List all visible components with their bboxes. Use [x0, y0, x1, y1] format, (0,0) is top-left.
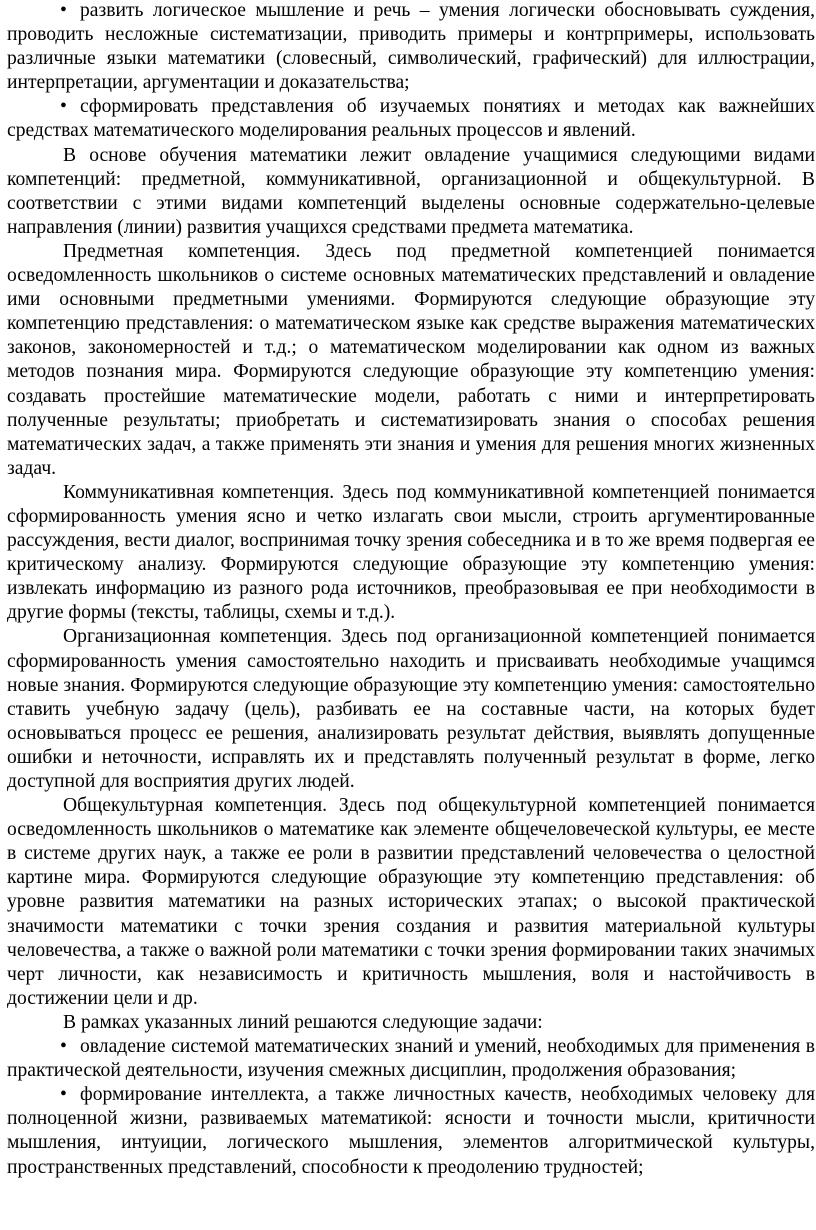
bullet-item-logical-thinking: [7, 0, 815, 95]
paragraph-cultural-competence: Общекультурная компетенция. Здесь под общекультурной компетенцией понимается осведомленность школьников о математике как элементе общечеловеческой культуры, ее месте в системе других наук, а также ее роли в развитии представлений человечества о целостной картине мира. Формируются следующие образующие эту компетенцию представления: об уровне развития математики на разных исторических этапах; о высокой практической значимости математики с точки зрения создания и развития материальной культуры человечества, а также о важной роли математики с точки зрения формировании таких значимых черт личности, как независимость и критичность мышления, воля и настойчивость в достижении цели и др.: [7, 795, 815, 1009]
bullet-item-representations: [7, 95, 815, 143]
bullet-marker: •: [60, 0, 67, 21]
bullet-text: формирование интеллекта, а также личностных качеств, необходимых человеку для полноценной жизни, развиваемых математикой: ясности и точности мысли, критичности мышления, интуиции, логического мышления, элементов алгоритмической культуры, пространственных представлений, способности к преодолению трудностей;: [7, 1084, 815, 1178]
document-body: [7, 0, 815, 1180]
bullet-marker: •: [60, 1084, 67, 1106]
bullet-text: овладение системой математических знаний и умений, необходимых для применения в практической деятельности, изучения смежных дисциплин, продолжения образования;: [7, 1036, 815, 1082]
bullet-item-knowledge-system: [7, 1035, 815, 1083]
paragraph-subject-competence: Предметная компетенция. Здесь под предметной компетенцией понимается осведомленность школьников о системе основных математических представлений и овладение ими основными предметными умениями. Формируются следующие образующие эту компетенцию представления: о математическом языке как средстве выражения математических законов, закономерностей и т.д.; о математическом моделировании как одном из важных методов познания мира. Формируются следующие образующие эту компетенцию умения: создавать простейшие математические модели, работать с ними и интерпретировать полученные результаты; приобретать и систематизировать знания о способах решения математических задач, а также применять эти знания и умения для решения многих жизненных задач.: [7, 240, 815, 479]
bullet-marker: •: [60, 1036, 67, 1058]
bullet-item-intellect: [7, 1083, 815, 1179]
paragraph-competencies-intro: В основе обучения математики лежит овладение учащимися следующими видами компетенций: предметной, коммуникативной, организационной и общекультурной. В соответствии с этими видами компетенций выделены основные содержательно-целевые направления (линии) развития учащихся средствами предмета математика.: [7, 144, 815, 238]
paragraph-tasks-intro: В рамках указанных линий решаются следующие задачи:: [63, 1011, 543, 1033]
paragraph-communicative-competence: Коммуникативная компетенция. Здесь под коммуникативной компетенцией понимается сформированность умения ясно и четко излагать свои мысли, строить аргументированные рассуждения, вести диалог, воспринимая точку зрения собеседника и в то же время подвергая ее критическому анализу. Формируются следующие образующие эту компетенцию умения: извлекать информацию из разного рода источников, преобразовывая ее при необходимости в другие формы (тексты, таблицы, схемы и т.д.).: [7, 481, 815, 624]
bullet-marker: •: [60, 96, 67, 118]
bullet-text: развить логическое мышление и речь – умения логически обосновывать суждения, проводить несложные систематизации, приводить примеры и контрпримеры, использовать различные языки математики (словесный, символический, графический) для иллюстрации, интерпретации, аргументации и доказательства;: [7, 0, 815, 94]
paragraph-organizational-competence: Организационная компетенция. Здесь под организационной компетенцией понимается сформированность умения самостоятельно находить и присваивать необходимые учащимся новые знания. Формируются следующие образующие эту компетенцию умения: самостоятельно ставить учебную задачу (цель), разбивать ее на составные части, на которых будет основываться процесс ее решения, анализировать результат действия, выявлять допущенные ошибки и неточности, исправлять их и представлять полученный результат в форме, легко доступной для восприятия других людей.: [7, 626, 815, 792]
bullet-text: сформировать представления об изучаемых понятиях и методах как важнейших средствах математического моделирования реальных процессов и явлений.: [7, 96, 815, 142]
